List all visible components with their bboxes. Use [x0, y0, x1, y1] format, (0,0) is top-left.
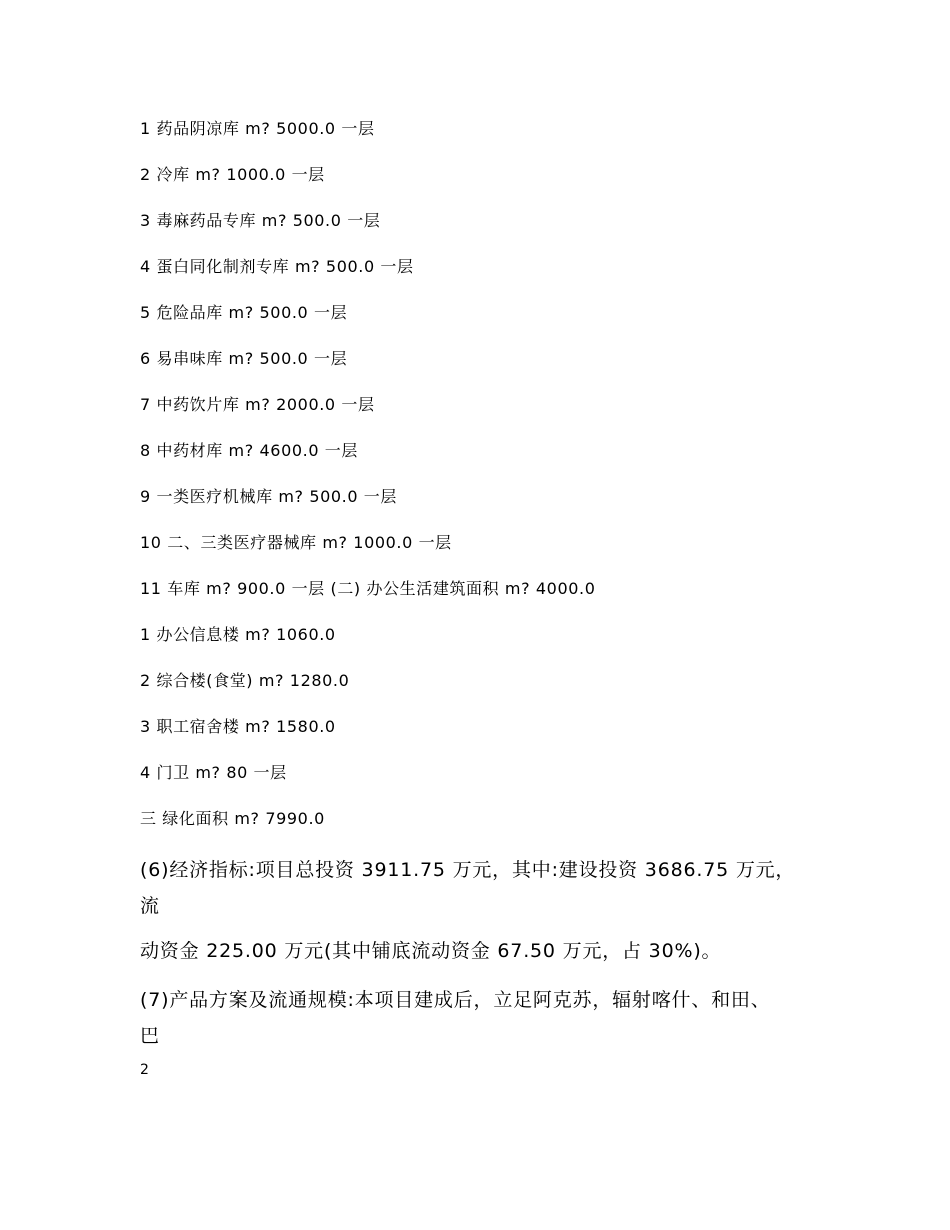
text-line: 5 危险品库 m? 500.0 一层: [140, 303, 348, 322]
text-line: 6 易串味库 m? 500.0 一层: [140, 349, 348, 368]
text-line: 4 门卫 m? 80 一层: [140, 763, 287, 782]
paragraph-economic-indicators: [140, 852, 820, 924]
paragraph-line: (6)经济指标:项目总投资 3911.75 万元，其中:建设投资 3686.75 万元，: [140, 859, 796, 881]
page-number: 2: [140, 1062, 149, 1078]
text-line: 3 职工宿舍楼 m? 1580.0: [140, 717, 336, 736]
paragraph-line: 巴: [140, 1025, 160, 1047]
text-line: 4 蛋白同化制剂专库 m? 500.0 一层: [140, 257, 414, 276]
text-line: 3 毒麻药品专库 m? 500.0 一层: [140, 211, 381, 230]
paragraph-line: 流: [140, 895, 160, 917]
text-line: 7 中药饮片库 m? 2000.0 一层: [140, 395, 375, 414]
text-line: 1 办公信息楼 m? 1060.0: [140, 625, 336, 644]
paragraph-line: (7)产品方案及流通规模:本项目建成后，立足阿克苏，辐射喀什、和田、: [140, 989, 771, 1011]
text-line: 8 中药材库 m? 4600.0 一层: [140, 441, 358, 460]
paragraph-product-plan: [140, 982, 820, 1054]
paragraph-working-capital: 动资金 225.00 万元(其中铺底流动资金 67.50 万元，占 30%)。: [140, 940, 722, 962]
text-line: 2 综合楼(食堂) m? 1280.0: [140, 671, 350, 690]
text-line: 2 冷库 m? 1000.0 一层: [140, 165, 325, 184]
text-line: 9 一类医疗机械库 m? 500.0 一层: [140, 487, 398, 506]
text-line: 10 二、三类医疗器械库 m? 1000.0 一层: [140, 533, 452, 552]
text-line: 1 药品阴凉库 m? 5000.0 一层: [140, 119, 375, 138]
document-content: [140, 116, 820, 1054]
text-line: 11 车库 m? 900.0 一层 (二) 办公生活建筑面积 m? 4000.0: [140, 579, 596, 598]
text-line: 三 绿化面积 m? 7990.0: [140, 809, 325, 828]
